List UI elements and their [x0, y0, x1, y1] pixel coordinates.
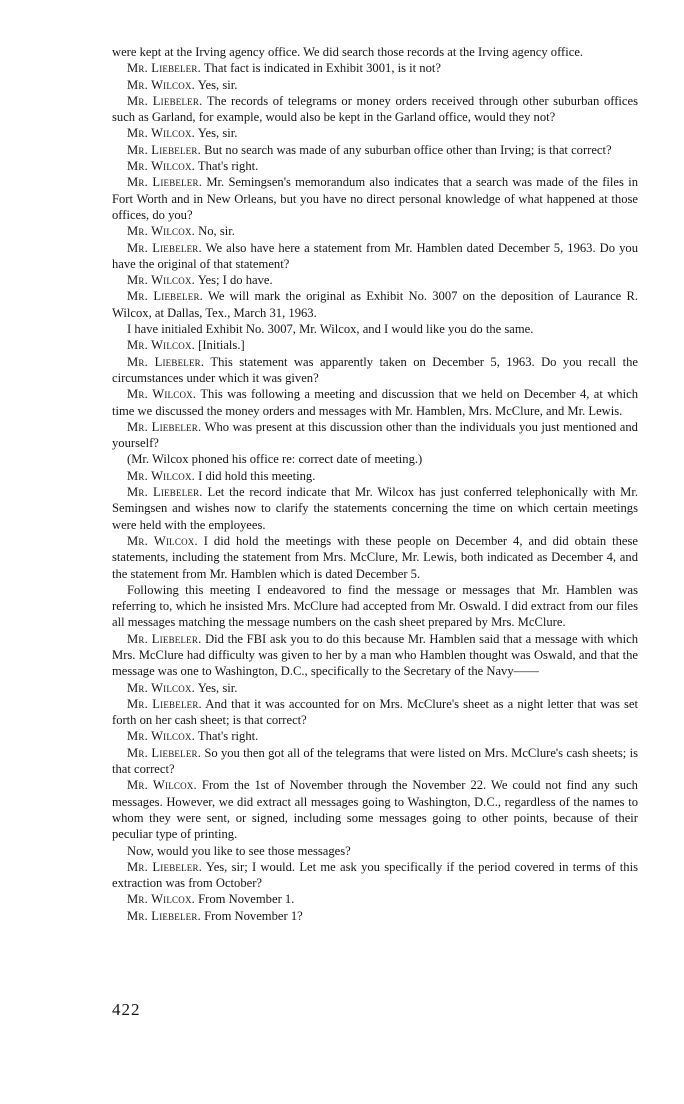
- testimony-paragraph: [112, 223, 638, 239]
- paragraph-text: From November 1.: [195, 892, 295, 907]
- testimony-paragraph: [112, 125, 638, 141]
- paragraph-text: Now, would you like to see those messages?: [127, 843, 351, 858]
- testimony-paragraph: [112, 859, 638, 892]
- testimony-paragraph: [112, 843, 638, 859]
- testimony-paragraph: [112, 240, 638, 273]
- testimony-paragraph: [112, 745, 638, 778]
- speaker-name: Mr. Wilcox.: [127, 338, 196, 353]
- speaker-name: Mr. Wilcox.: [127, 729, 196, 744]
- speaker-name: Mr. Liebeler.: [127, 859, 203, 874]
- testimony-paragraph: [112, 777, 638, 842]
- testimony-paragraph: [112, 680, 638, 696]
- speaker-name: Mr. Wilcox.: [127, 468, 196, 483]
- paragraph-text: Yes; I do have.: [195, 273, 273, 288]
- page-number: 422: [112, 1000, 141, 1019]
- speaker-name: Mr. Wilcox.: [127, 77, 196, 92]
- testimony-paragraph: [112, 60, 638, 76]
- paragraph-text: Mr. Semingsen's memorandum also indicates that a search was made of the files in Fort Worth and in New Orleans, but you have no direct personal knowledge of what happened at those offices, do you?: [112, 175, 638, 222]
- speaker-name: Mr. Wilcox.: [127, 533, 198, 548]
- testimony-paragraph: [112, 386, 638, 419]
- speaker-name: Mr. Liebeler.: [127, 908, 201, 923]
- paragraph-text: That fact is indicated in Exhibit 3001, is it not?: [200, 61, 441, 76]
- speaker-name: Mr. Wilcox.: [127, 126, 196, 141]
- paragraph-text: The records of telegrams or money orders received through other suburban offices such as Garland, for example, would also be kept in the Garland office, would they not?: [112, 93, 638, 125]
- testimony-paragraph: [112, 77, 638, 93]
- paragraph-text: And that it was accounted for on Mrs. McClure's sheet as a night letter that was set forth on her cash sheet; is that correct?: [112, 696, 638, 728]
- testimony-paragraph: [112, 354, 638, 387]
- paragraph-text: This statement was apparently taken on December 5, 1963. Do you recall the circumstances under which it was given?: [112, 354, 638, 385]
- paragraph-text: From November 1?: [200, 908, 303, 923]
- paragraph-text: That's right.: [195, 729, 259, 744]
- testimony-paragraph: [112, 158, 638, 174]
- speaker-name: Mr. Liebeler.: [127, 419, 202, 434]
- paragraph-text: I have initialed Exhibit No. 3007, Mr. Wilcox, and I would like you do the same.: [127, 322, 534, 337]
- testimony-paragraph: [112, 582, 638, 631]
- testimony-paragraph: [112, 908, 638, 924]
- speaker-name: Mr. Liebeler.: [127, 485, 203, 500]
- speaker-name: Mr. Liebeler.: [127, 289, 203, 304]
- paragraph-text: We will mark the original as Exhibit No. 3007 on the deposition of Laurance R. Wilcox, at Dallas, Tex., March 31, 1963.: [112, 289, 638, 320]
- paragraph-text: This was following a meeting and discussion that we held on December 4, at which time we discussed the money orders and messages with Mr. Hamblen, Mrs. McClure, and Mr. Lewis.: [112, 387, 638, 418]
- paragraph-text: Yes, sir.: [195, 126, 238, 141]
- testimony-body: [112, 44, 638, 924]
- testimony-paragraph: [112, 174, 638, 223]
- speaker-name: Mr. Wilcox.: [127, 387, 197, 402]
- testimony-paragraph: [112, 419, 638, 452]
- speaker-name: Mr. Liebeler.: [127, 631, 202, 646]
- testimony-paragraph: [112, 484, 638, 533]
- speaker-name: Mr. Wilcox.: [127, 778, 197, 793]
- paragraph-text: Yes, sir.: [195, 77, 238, 92]
- paragraph-text: [Initials.]: [195, 338, 245, 353]
- speaker-name: Mr. Liebeler.: [127, 61, 201, 76]
- paragraph-text: (Mr. Wilcox phoned his office re: correct date of meeting.): [127, 452, 423, 467]
- speaker-name: Mr. Wilcox.: [127, 892, 196, 907]
- testimony-paragraph: [112, 272, 638, 288]
- testimony-paragraph: [112, 142, 638, 158]
- paragraph-text: From the 1st of November through the November 22. We could not find any such messages. However, we did extract all messages going to Washington, D.C., regardless of the names to whom they were sent, or signed, including some messages going to other points, because of their peculiar type of printing.: [112, 778, 638, 842]
- paragraph-text: Yes, sir.: [195, 680, 238, 695]
- paragraph-text: Let the record indicate that Mr. Wilcox has just conferred telephonically with Mr. Semingsen and wishes now to clarify the statements concerning the time on which certain meetings were held with the employees.: [112, 485, 638, 532]
- paragraph-text: So you then got all of the telegrams that were listed on Mrs. McClure's cash sheets; is that correct?: [112, 745, 638, 777]
- speaker-name: Mr. Liebeler.: [127, 93, 203, 108]
- paragraph-text: I did hold the meetings with these people on December 4, and did obtain these statements, including the statement from Mrs. McClure, Mr. Lewis, both indicated as December 4, and the statement from Mr. Hamblen which is dated December 5.: [112, 533, 638, 581]
- paragraph-text: I did hold this meeting.: [195, 468, 316, 483]
- testimony-paragraph: [112, 321, 638, 337]
- speaker-name: Mr. Wilcox.: [127, 273, 196, 288]
- speaker-name: Mr. Wilcox.: [127, 159, 196, 174]
- testimony-paragraph: [112, 468, 638, 484]
- testimony-paragraph: [112, 631, 638, 680]
- speaker-name: Mr. Liebeler.: [127, 354, 205, 369]
- paragraph-text: Yes, sir; I would. Let me ask you specifically if the period covered in terms of this extraction was from October?: [112, 859, 639, 891]
- speaker-name: Mr. Liebeler.: [127, 745, 202, 760]
- speaker-name: Mr. Liebeler.: [127, 142, 201, 157]
- paragraph-text: Following this meeting I endeavored to find the message or messages that Mr. Hamblen was referring to, which he insisted Mrs. McClure had accepted from Mr. Oswald. I did extract from our files all messages matching the message numbers on the cash sheet prepared by Mrs. McClure.: [112, 582, 638, 630]
- paragraph-text: were kept at the Irving agency office. We did search those records at the Irving agency office.: [112, 45, 584, 59]
- speaker-name: Mr. Wilcox.: [127, 224, 196, 239]
- paragraph-text: Who was present at this discussion other than the individuals you just mentioned and yourself?: [112, 419, 638, 451]
- speaker-name: Mr. Wilcox.: [127, 680, 196, 695]
- testimony-paragraph: [112, 337, 638, 353]
- speaker-name: Mr. Liebeler.: [127, 240, 202, 255]
- testimony-paragraph: [112, 451, 638, 467]
- paragraph-text: But no search was made of any suburban office other than Irving; is that correct?: [200, 142, 612, 157]
- paragraph-text: No, sir.: [195, 224, 235, 239]
- paragraph-text: We also have here a statement from Mr. Hamblen dated December 5, 1963. Do you have the original of that statement?: [112, 240, 639, 271]
- testimony-paragraph: [112, 44, 638, 60]
- testimony-paragraph: [112, 533, 638, 582]
- speaker-name: Mr. Liebeler.: [127, 175, 203, 190]
- testimony-paragraph: [112, 93, 638, 126]
- paragraph-text: Did the FBI ask you to do this because Mr. Hamblen said that a message with which Mrs. McClure had difficulty was given to her by a man who Hamblen thought was Oswald, and that the message was one to Washington, D.C., specifically to the Secretary of the Navy——: [112, 631, 638, 679]
- testimony-paragraph: [112, 891, 638, 907]
- testimony-paragraph: [112, 696, 638, 729]
- paragraph-text: That's right.: [195, 159, 259, 174]
- speaker-name: Mr. Liebeler.: [127, 696, 202, 711]
- testimony-paragraph: [112, 288, 638, 321]
- testimony-paragraph: [112, 728, 638, 744]
